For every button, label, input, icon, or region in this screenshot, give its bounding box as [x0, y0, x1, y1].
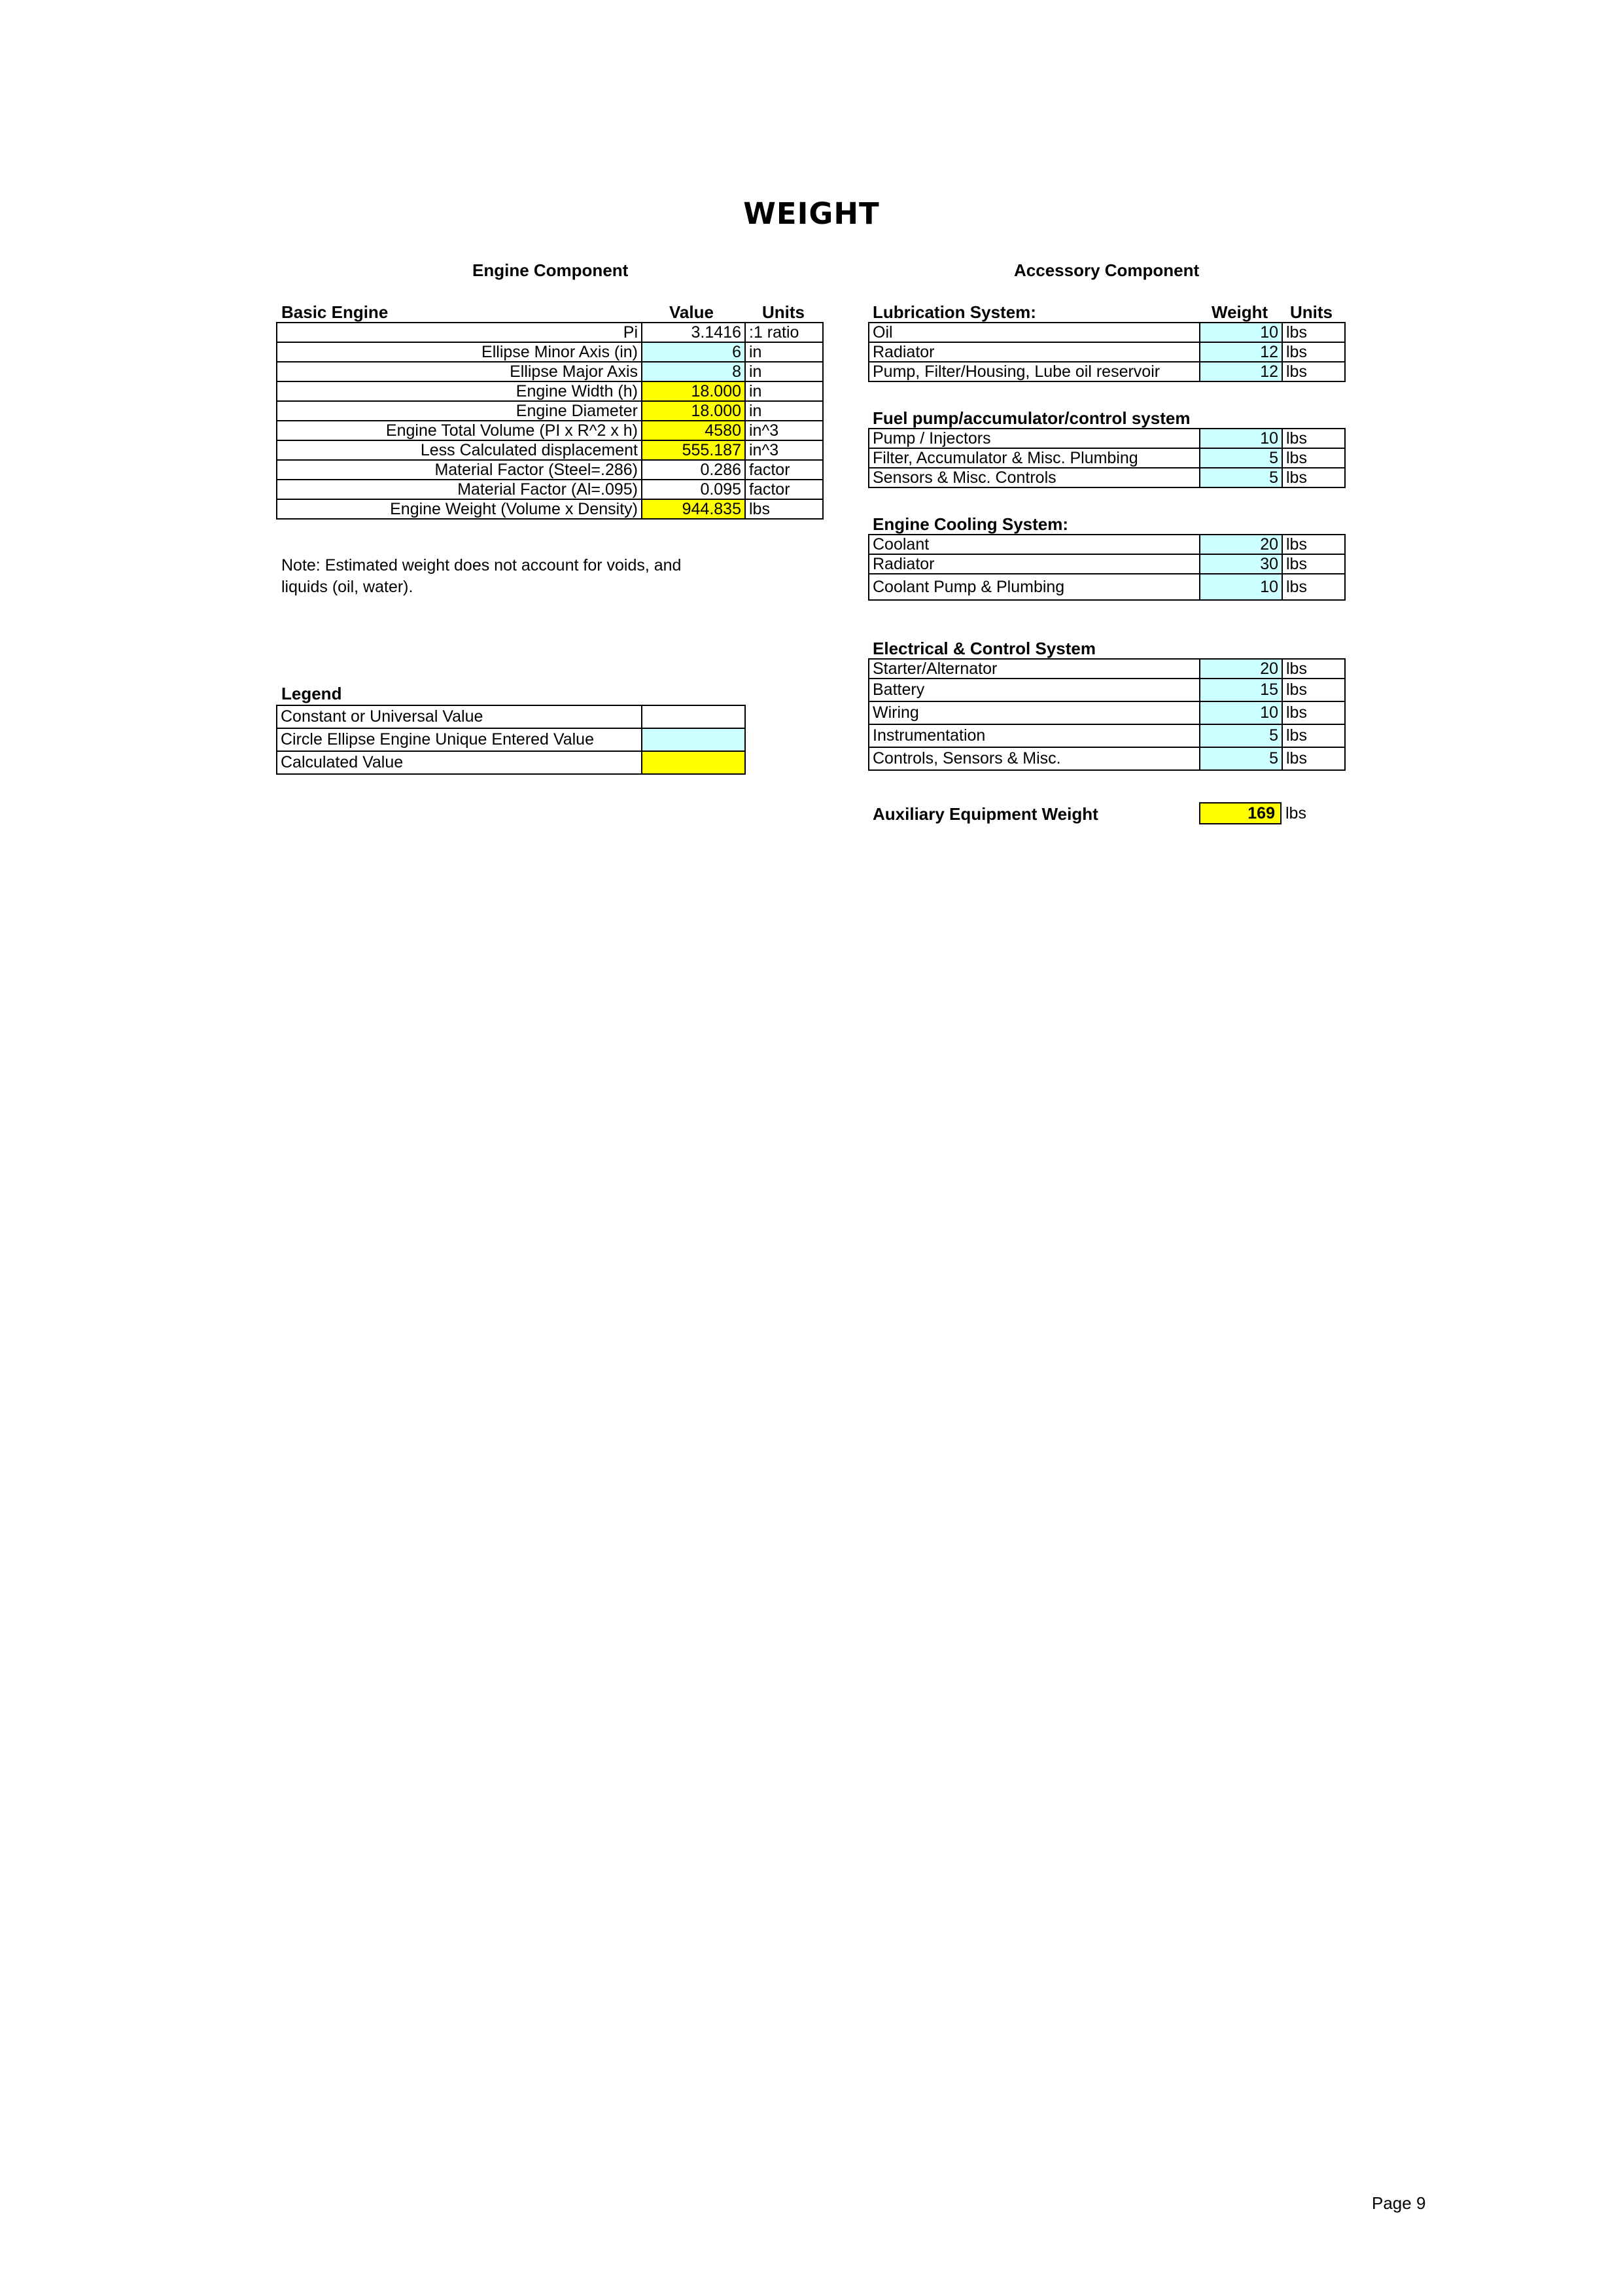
- table-row: [869, 362, 1345, 381]
- engine-value: 0.095: [642, 480, 745, 499]
- item-weight: 10: [1200, 323, 1282, 342]
- legend-swatch-cyan: [642, 728, 745, 751]
- engine-label: Ellipse Minor Axis (in): [277, 342, 642, 362]
- table-row: [277, 480, 823, 499]
- item-label: Oil: [869, 323, 1200, 342]
- engine-units: factor: [745, 460, 823, 480]
- item-weight: 5: [1200, 724, 1282, 747]
- item-weight: 20: [1200, 535, 1282, 554]
- engine-units: lbs: [745, 499, 823, 519]
- page-number: Page 9: [1372, 2193, 1426, 2213]
- legend-label: Circle Ellipse Engine Unique Entered Value: [277, 728, 642, 751]
- table-row: [277, 323, 823, 342]
- weight-header: Weight: [1212, 302, 1268, 322]
- table-row: [277, 401, 823, 421]
- table-row: [277, 440, 823, 460]
- table-row: [869, 468, 1345, 487]
- item-label: Filter, Accumulator & Misc. Plumbing: [869, 448, 1200, 468]
- cooling-system-title: Engine Cooling System:: [873, 514, 1069, 534]
- engine-label: Pi: [277, 323, 642, 342]
- item-weight: 15: [1200, 679, 1282, 701]
- engine-units: in: [745, 362, 823, 381]
- item-units: lbs: [1282, 659, 1345, 679]
- item-label: Controls, Sensors & Misc.: [869, 747, 1200, 770]
- legend-swatch-yellow: [642, 751, 745, 774]
- auxiliary-total-label: Auxiliary Equipment Weight: [873, 804, 1098, 824]
- item-weight: 5: [1200, 747, 1282, 770]
- basic-engine-header: Basic Engine: [281, 302, 389, 322]
- table-row: [277, 499, 823, 519]
- engine-units: factor: [745, 480, 823, 499]
- item-weight: 10: [1200, 701, 1282, 724]
- table-row: [869, 574, 1345, 600]
- item-weight: 20: [1200, 659, 1282, 679]
- units-header: Units: [762, 302, 805, 322]
- item-weight: 12: [1200, 342, 1282, 362]
- item-units: lbs: [1282, 535, 1345, 554]
- engine-table: [276, 322, 824, 520]
- table-row: [277, 381, 823, 401]
- legend-table: [276, 705, 746, 775]
- accessory-section-title: Accessory Component: [1014, 260, 1200, 280]
- item-label: Pump / Injectors: [869, 429, 1200, 448]
- engine-value: 555.187: [642, 440, 745, 460]
- item-label: Radiator: [869, 342, 1200, 362]
- engine-units: :1 ratio: [745, 323, 823, 342]
- engine-label: Engine Weight (Volume x Density): [277, 499, 642, 519]
- electrical-system-title: Electrical & Control System: [873, 639, 1096, 658]
- engine-label: Material Factor (Al=.095): [277, 480, 642, 499]
- item-units: lbs: [1282, 724, 1345, 747]
- lubrication-title: Lubrication System:: [873, 302, 1036, 322]
- item-units: lbs: [1282, 342, 1345, 362]
- auxiliary-total-units: lbs: [1285, 804, 1306, 822]
- fuel-system-title: Fuel pump/accumulator/control system: [873, 408, 1191, 428]
- table-row: [869, 679, 1345, 701]
- legend-swatch-white: [642, 705, 745, 728]
- cooling-system-table: [868, 534, 1346, 601]
- table-row: [869, 429, 1345, 448]
- table-row: [277, 421, 823, 440]
- table-row: [869, 342, 1345, 362]
- legend-label: Constant or Universal Value: [277, 705, 642, 728]
- item-label: Radiator: [869, 554, 1200, 574]
- engine-value: 944.835: [642, 499, 745, 519]
- engine-label: Ellipse Major Axis: [277, 362, 642, 381]
- table-row: [869, 554, 1345, 574]
- item-weight: 10: [1200, 574, 1282, 600]
- table-row: [277, 342, 823, 362]
- table-row: [277, 460, 823, 480]
- table-row: [869, 323, 1345, 342]
- item-units: lbs: [1282, 574, 1345, 600]
- engine-value: 4580: [642, 421, 745, 440]
- engine-units: in: [745, 342, 823, 362]
- item-weight: 30: [1200, 554, 1282, 574]
- table-row: [869, 659, 1345, 679]
- item-label: Battery: [869, 679, 1200, 701]
- fuel-system-table: [868, 428, 1346, 488]
- table-row: [869, 701, 1345, 724]
- item-weight: 5: [1200, 448, 1282, 468]
- engine-value: 18.000: [642, 381, 745, 401]
- engine-value: 0.286: [642, 460, 745, 480]
- lubrication-table: [868, 322, 1346, 382]
- item-label: Wiring: [869, 701, 1200, 724]
- electrical-system-table: [868, 658, 1346, 771]
- legend-title: Legend: [281, 684, 342, 703]
- engine-section-title: Engine Component: [472, 260, 629, 280]
- table-row: [869, 747, 1345, 770]
- item-units: lbs: [1282, 554, 1345, 574]
- item-label: Coolant: [869, 535, 1200, 554]
- item-units: lbs: [1282, 448, 1345, 468]
- engine-units: in: [745, 381, 823, 401]
- item-units: lbs: [1282, 429, 1345, 448]
- table-row: [277, 362, 823, 381]
- item-label: Sensors & Misc. Controls: [869, 468, 1200, 487]
- item-label: Instrumentation: [869, 724, 1200, 747]
- item-label: Starter/Alternator: [869, 659, 1200, 679]
- engine-units: in: [745, 401, 823, 421]
- engine-value: 8: [642, 362, 745, 381]
- item-weight: 5: [1200, 468, 1282, 487]
- engine-label: Material Factor (Steel=.286): [277, 460, 642, 480]
- legend-row: [277, 705, 745, 728]
- table-row: [869, 448, 1345, 468]
- engine-note: Note: Estimated weight does not account for voids, and liquids (oil, water).: [281, 556, 682, 596]
- item-units: lbs: [1282, 468, 1345, 487]
- legend-label: Calculated Value: [277, 751, 642, 774]
- engine-units: in^3: [745, 440, 823, 460]
- item-units: lbs: [1282, 679, 1345, 701]
- engine-label: Engine Diameter: [277, 401, 642, 421]
- legend-row: [277, 728, 745, 751]
- item-units: lbs: [1282, 747, 1345, 770]
- value-header: Value: [669, 302, 714, 322]
- legend-row: [277, 751, 745, 774]
- auxiliary-total-value: 169: [1199, 802, 1282, 824]
- item-weight: 10: [1200, 429, 1282, 448]
- engine-label: Engine Total Volume (PI x R^2 x h): [277, 421, 642, 440]
- table-row: [869, 724, 1345, 747]
- engine-value: 18.000: [642, 401, 745, 421]
- table-row: [869, 535, 1345, 554]
- engine-value: 6: [642, 342, 745, 362]
- engine-label: Less Calculated displacement: [277, 440, 642, 460]
- acc-units-header: Units: [1290, 302, 1333, 322]
- page-title: WEIGHT: [743, 196, 880, 231]
- item-weight: 12: [1200, 362, 1282, 381]
- item-label: Pump, Filter/Housing, Lube oil reservoir: [869, 362, 1200, 381]
- item-units: lbs: [1282, 701, 1345, 724]
- item-label: Coolant Pump & Plumbing: [869, 574, 1200, 600]
- item-units: lbs: [1282, 362, 1345, 381]
- engine-units: in^3: [745, 421, 823, 440]
- engine-label: Engine Width (h): [277, 381, 642, 401]
- engine-value: 3.1416: [642, 323, 745, 342]
- item-units: lbs: [1282, 323, 1345, 342]
